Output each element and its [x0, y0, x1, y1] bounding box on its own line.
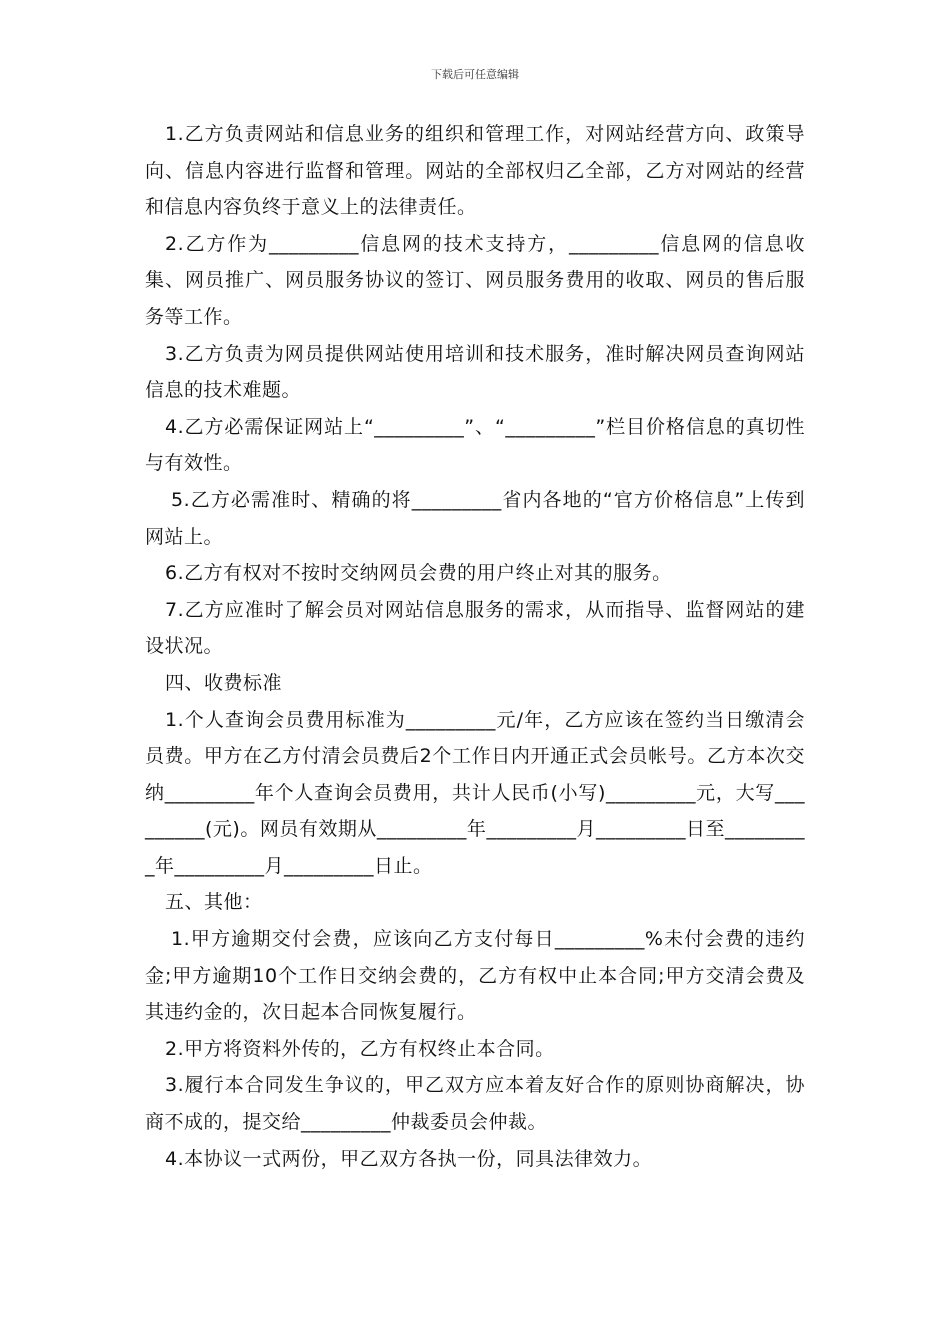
clause-fee-1: 1.个人查询会员费用标准为_________元/年，乙方应该在签约当日缴清会员费。甲方在乙方付清会员费后2个工作日内开通正式会员帐号。乙方本次交纳_________年个人查询会员费用，共计人民币(小写)_________元，大写_________(元)。网员有效期从_________年_________月_________日至_________年_________月_________日止。 [145, 708, 805, 877]
clause-b6: 6.乙方有权对不按时交纳网员会费的用户终止对其的服务。 [165, 562, 672, 585]
clause-other-3: 3.履行本合同发生争议的，甲乙双方应本着友好合作的原则协商解决，协商不成的，提交给_________仲裁委员会仲裁。 [145, 1074, 805, 1134]
clause-other-2: 2.甲方将资料外传的，乙方有权终止本合同。 [165, 1037, 555, 1060]
document-body [145, 116, 805, 1177]
clause-b7: 7.乙方应准时了解会员对网站信息服务的需求，从而指导、监督网站的建设状况。 [145, 598, 805, 658]
clause-b5: 5.乙方必需准时、精确的将_________省内各地的“官方价格信息”上传到网站上。 [145, 488, 805, 548]
clause-other-1: 1.甲方逾期交付会费，应该向乙方支付每日_________%未付会费的违约金;甲方逾期10个工作日交纳会费的，乙方有权中止本合同;甲方交清会费及其违约金的，次日起本合同恢复履行。 [145, 928, 805, 1024]
section-heading-other: 五、其他： [165, 891, 263, 914]
section-heading-fees: 四、收费标准 [165, 671, 283, 694]
header-note: 下载后可任意编辑 [431, 68, 519, 81]
clause-b1: 1.乙方负责网站和信息业务的组织和管理工作，对网站经营方向、政策导向、信息内容进行监督和管理。网站的全部权归乙全部，乙方对网站的经营和信息内容负终于意义上的法律责任。 [145, 123, 805, 219]
clause-other-4: 4.本协议一式两份，甲乙双方各执一份，同具法律效力。 [165, 1147, 653, 1170]
clause-b2: 2.乙方作为_________信息网的技术支持方，_________信息网的信息收集、网员推广、网员服务协议的签订、网员服务费用的收取、网员的售后服务等工作。 [145, 232, 805, 328]
clause-b3: 3.乙方负责为网员提供网站使用培训和技术服务，准时解决网员查询网站信息的技术难题。 [145, 342, 805, 402]
clause-b4: 4.乙方必需保证网站上“_________”、“_________”栏目价格信息的真切性与有效性。 [145, 415, 805, 475]
